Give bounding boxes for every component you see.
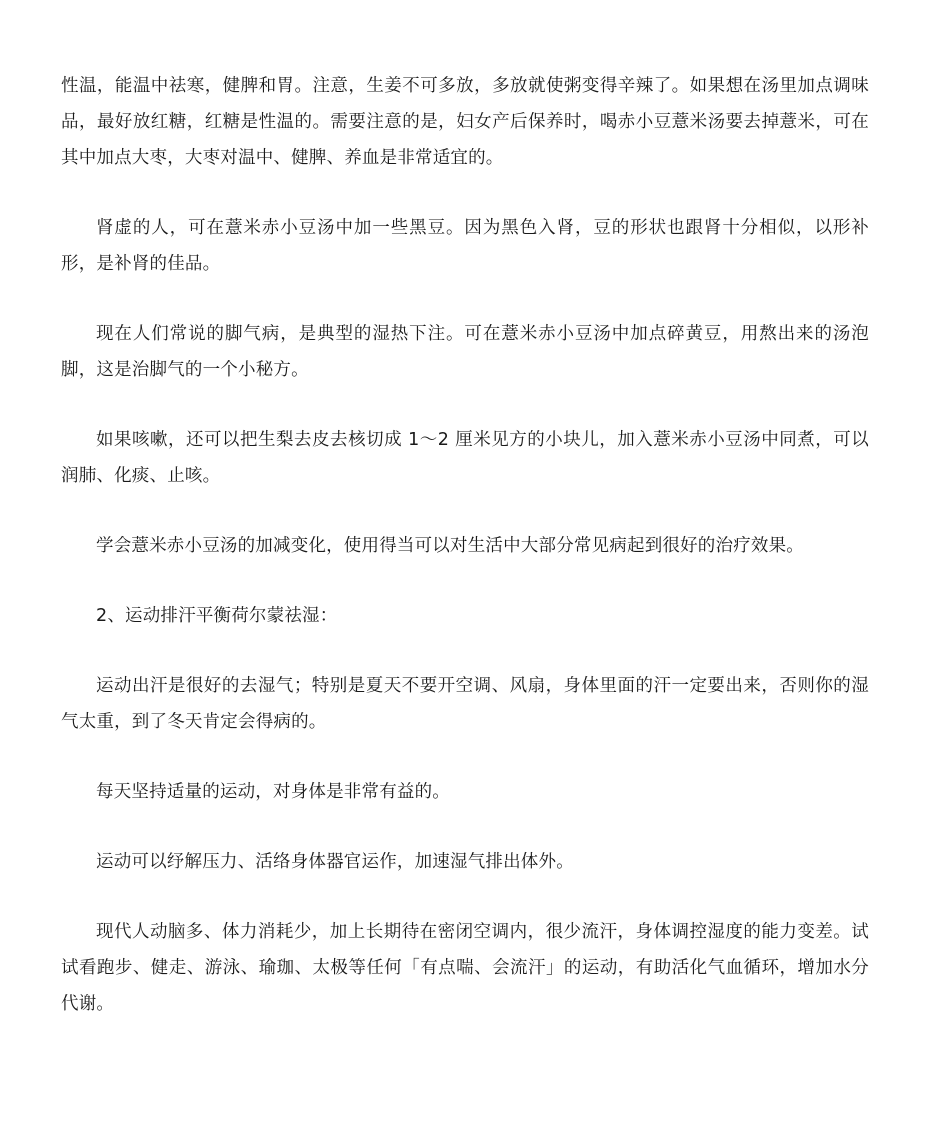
paragraph-7: 运动出汗是很好的去湿气；特别是夏天不要开空调、风扇，身体里面的汗一定要出来，否则你的湿气太重，到了冬天肯定会得病的。	[61, 676, 869, 732]
paragraph-4: 如果咳嗽，还可以把生梨去皮去核切成 1～2 厘米见方的小块儿，加入薏米赤小豆汤中同煮，可以润肺、化痰、止咳。	[61, 430, 869, 486]
paragraph-8: 每天坚持适量的运动，对身体是非常有益的。	[96, 782, 450, 802]
paragraph-10: 现代人动脑多、体力消耗少，加上长期待在密闭空调内，很少流汗，身体调控湿度的能力变差。试试看跑步、健走、游泳、瑜珈、太极等任何「有点喘、会流汗」的运动，有助活化气血循环，增加水分代谢。	[61, 922, 869, 1014]
paragraph-1: 性温，能温中祛寒，健脾和胃。注意，生姜不可多放，多放就使粥变得辛辣了。如果想在汤里加点调味品，最好放红糖，红糖是性温的。需要注意的是，妇女产后保养时，喝赤小豆薏米汤要去掉薏米，可在其中加点大枣，大枣对温中、健脾、养血是非常适宜的。	[61, 76, 869, 168]
paragraph-9: 运动可以纾解压力、活络身体器官运作，加速湿气排出体外。	[96, 852, 574, 872]
paragraph-3: 现在人们常说的脚气病，是典型的湿热下注。可在薏米赤小豆汤中加点碎黄豆，用熬出来的汤泡脚，这是治脚气的一个小秘方。	[61, 324, 869, 380]
document-body	[61, 68, 869, 1056]
section-heading: 2、运动排汗平衡荷尔蒙祛湿：	[96, 606, 338, 626]
paragraph-2: 肾虚的人，可在薏米赤小豆汤中加一些黑豆。因为黑色入肾，豆的形状也跟肾十分相似，以形补形，是补肾的佳品。	[61, 218, 869, 274]
paragraph-5: 学会薏米赤小豆汤的加减变化，使用得当可以对生活中大部分常见病起到很好的治疗效果。	[96, 536, 804, 556]
